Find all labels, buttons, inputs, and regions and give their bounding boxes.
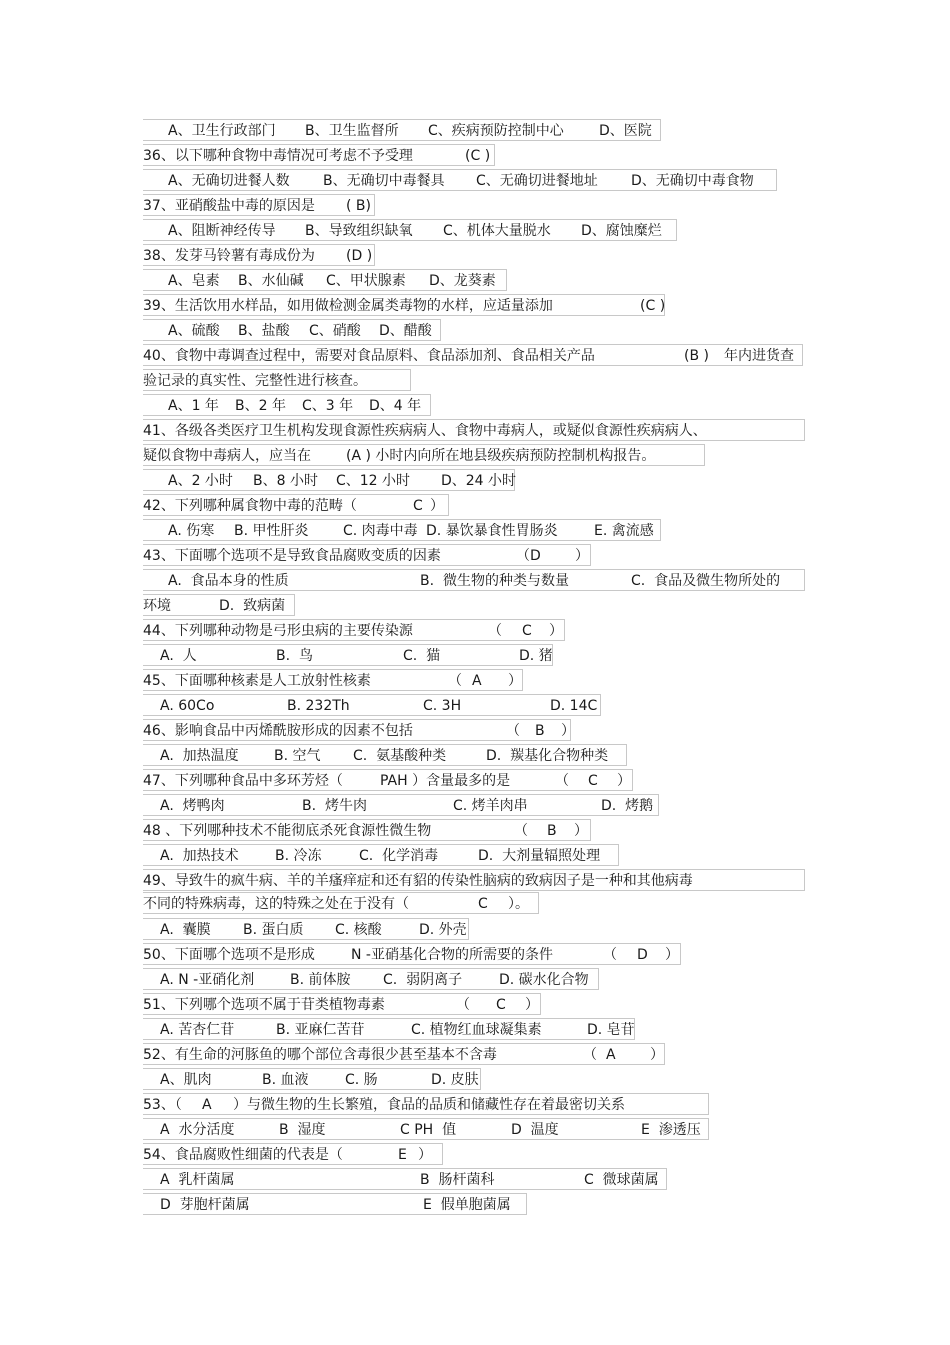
text-segment: A. 食品本身的性质 <box>168 573 289 589</box>
text-segment: D. 皂苷 <box>587 1022 635 1038</box>
text-segment: E. 禽流感 <box>594 523 654 539</box>
text-segment: C、硝酸 <box>309 323 361 339</box>
text-segment: C. 核酸 <box>335 922 382 938</box>
text-line <box>143 1118 709 1140</box>
text-segment: D. 致病菌 <box>219 598 286 614</box>
text-segment: D 芽胞杆菌属 <box>160 1197 250 1213</box>
text-line <box>143 519 661 541</box>
text-segment: ） <box>430 498 444 514</box>
text-segment: D. 14C <box>550 698 598 714</box>
text-segment: A <box>472 673 482 689</box>
text-line <box>143 544 591 566</box>
text-segment: B、盐酸 <box>238 323 290 339</box>
text-line <box>143 669 523 691</box>
text-segment: N -亚硝基化合物的所需要的条件 <box>351 947 553 963</box>
text-segment: A. 囊膜 <box>160 922 211 938</box>
text-segment: ） <box>574 823 588 839</box>
text-segment: C. 化学消毒 <box>359 848 439 864</box>
text-segment: 49、导致牛的疯牛病、羊的羊瘙痒症和还有貂的传染性脑病的致病因子是一种和其他病毒 <box>143 873 693 889</box>
text-segment: 年内进货查 <box>724 348 794 364</box>
text-segment: （ <box>555 773 569 789</box>
text-segment: D. 暴饮暴食性胃肠炎 <box>426 523 558 539</box>
text-segment: C、无确切进餐地址 <box>476 173 598 189</box>
text-segment: A. 伤寒 <box>168 523 215 539</box>
text-segment: D、4 年 <box>369 398 422 414</box>
text-segment: A、硫酸 <box>168 323 220 339</box>
text-line <box>143 1018 635 1040</box>
text-segment: D、无确切中毒食物 <box>631 173 754 189</box>
text-segment: B. 冷冻 <box>275 848 322 864</box>
text-segment: C. 食品及微生物所处的 <box>631 573 781 589</box>
text-line <box>143 819 591 841</box>
text-segment: (A ) 小时内向所在地县级疾病预防控制机构报告。 <box>346 448 656 464</box>
text-segment: B. 232Th <box>287 698 350 714</box>
text-line <box>143 1168 667 1190</box>
text-segment: C、12 小时 <box>336 473 411 489</box>
text-segment: A、1 年 <box>168 398 219 414</box>
text-segment: B. 血液 <box>262 1072 309 1088</box>
text-segment: 46、影响食品中丙烯酰胺形成的因素不包括 <box>143 723 413 739</box>
text-segment: A、肌肉 <box>160 1072 212 1088</box>
text-segment: D、醋酸 <box>379 323 432 339</box>
text-segment: A. 加热技术 <box>160 848 239 864</box>
text-segment: D. 烤鹅 <box>601 798 654 814</box>
text-segment: D、24 小时 <box>441 473 517 489</box>
text-segment: 45、下面哪种核素是人工放射性核素 <box>143 673 371 689</box>
text-segment: C. 猫 <box>403 648 441 664</box>
text-segment: （ <box>516 548 530 564</box>
text-segment: B <box>535 723 545 739</box>
text-segment: A <box>606 1047 616 1063</box>
text-line <box>143 319 441 341</box>
text-line <box>143 1043 665 1065</box>
text-segment: 验记录的真实性、完整性进行核查。 <box>143 373 367 389</box>
text-segment: 39、生活饮用水样品，如用做检测金属类毒物的水样，应适量添加 <box>143 298 553 314</box>
text-line <box>143 119 661 141</box>
text-line <box>143 918 469 940</box>
text-segment: C、疾病预防控制中心 <box>428 123 564 139</box>
text-segment: （ <box>514 823 528 839</box>
text-line <box>143 244 375 266</box>
text-segment: 42、下列哪种属食物中毒的范畴（ <box>143 498 357 514</box>
text-segment: B <box>547 823 557 839</box>
text-segment: A. 人 <box>160 648 197 664</box>
text-segment: B. 鸟 <box>276 648 313 664</box>
text-segment: C. 弱阴离子 <box>383 972 463 988</box>
text-segment: D、龙葵素 <box>429 273 496 289</box>
text-segment: (D ) <box>346 248 373 264</box>
text-line <box>143 369 411 391</box>
text-line <box>143 344 803 366</box>
text-line <box>143 968 599 990</box>
text-segment: A、2 小时 <box>168 473 233 489</box>
text-segment: C. 烤羊肉串 <box>453 798 528 814</box>
text-segment: D. 皮肤 <box>431 1072 479 1088</box>
text-line <box>143 993 541 1015</box>
text-segment: A. N -亚硝化剂 <box>160 972 255 988</box>
text-segment: A、无确切进餐人数 <box>168 173 290 189</box>
text-line <box>143 269 507 291</box>
text-segment: C、甲状腺素 <box>326 273 406 289</box>
text-segment: D. 羰基化合物种类 <box>486 748 609 764</box>
text-segment: ） <box>508 673 522 689</box>
text-segment: E 假单胞菌属 <box>423 1197 511 1213</box>
text-segment: (B ) <box>684 348 709 364</box>
text-segment: ） <box>617 773 631 789</box>
text-segment: C. 肠 <box>345 1072 378 1088</box>
text-segment: C. 3H <box>423 698 462 714</box>
text-segment: ） <box>549 623 563 639</box>
text-segment: C <box>478 896 488 912</box>
text-line <box>143 1068 481 1090</box>
text-segment: A、皂素 <box>168 273 220 289</box>
text-line <box>143 169 777 191</box>
text-segment: B. 前体胺 <box>290 972 351 988</box>
text-segment: B、2 年 <box>235 398 286 414</box>
text-segment: C. 植物红血球凝集素 <box>411 1022 542 1038</box>
text-segment: C <box>413 498 423 514</box>
text-segment: C、机体大量脱水 <box>443 223 551 239</box>
text-segment: ）与微生物的生长繁殖，食品的品质和储藏性存在着最密切关系 <box>233 1097 625 1113</box>
text-segment: 44、下列哪种动物是弓形虫病的主要传染源 <box>143 623 413 639</box>
text-segment: ） <box>575 548 589 564</box>
text-segment: B. 烤牛肉 <box>302 798 367 814</box>
text-segment: A. 苦杏仁苷 <box>160 1022 235 1038</box>
text-segment: D <box>637 947 648 963</box>
text-line <box>143 444 705 466</box>
text-line <box>143 144 495 166</box>
text-segment: D. 碳水化合物 <box>499 972 589 988</box>
text-line <box>143 619 565 641</box>
text-line <box>143 694 601 716</box>
text-segment: D、腐蚀糜烂 <box>581 223 662 239</box>
text-segment: B、导致组织缺氧 <box>305 223 413 239</box>
text-segment: （ <box>488 623 502 639</box>
text-segment: 41、各级各类医疗卫生机构发现食源性疾病病人、食物中毒病人，或疑似食源性疾病病人、 <box>143 423 707 439</box>
text-line <box>143 644 553 666</box>
text-line <box>143 194 375 216</box>
text-line <box>143 844 619 866</box>
text-segment: ） <box>418 1147 432 1163</box>
text-segment: D、医院 <box>599 123 652 139</box>
text-segment: C PH 值 <box>400 1122 457 1138</box>
text-segment: D. 外壳 <box>419 922 467 938</box>
text-segment: C、3 年 <box>302 398 354 414</box>
text-segment: B 湿度 <box>279 1122 326 1138</box>
text-line <box>143 1093 709 1115</box>
text-segment: 40、食物中毒调查过程中，需要对食品原料、食品添加剂、食品相关产品 <box>143 348 595 364</box>
text-line <box>143 294 665 316</box>
text-segment: A. 加热温度 <box>160 748 239 764</box>
text-segment: E <box>398 1147 407 1163</box>
text-segment: ） <box>561 723 575 739</box>
text-segment: B、卫生监督所 <box>305 123 399 139</box>
text-segment: B. 亚麻仁苦苷 <box>276 1022 365 1038</box>
text-segment: ）。 <box>508 896 529 912</box>
text-segment: C <box>522 623 532 639</box>
text-segment: B. 蛋白质 <box>243 922 304 938</box>
text-line <box>143 469 515 491</box>
text-line <box>143 594 295 616</box>
text-segment: ） <box>525 997 539 1013</box>
text-line <box>143 219 677 241</box>
text-segment: B、8 小时 <box>253 473 318 489</box>
text-segment: ( B) <box>346 198 371 214</box>
text-segment: B、水仙碱 <box>238 273 304 289</box>
text-segment: 环境 <box>143 598 171 614</box>
text-line <box>143 794 659 816</box>
text-segment: B. 微生物的种类与数量 <box>420 573 569 589</box>
text-segment: 47、下列哪种食品中多环芳烃（ <box>143 773 343 789</box>
text-segment: D. 猪 <box>519 648 553 664</box>
text-segment: 36、以下哪种食物中毒情况可考虑不予受理 <box>143 148 413 164</box>
text-segment: 52、有生命的河豚鱼的哪个部位含毒很少甚至基本不含毒 <box>143 1047 497 1063</box>
text-segment: D 温度 <box>511 1122 559 1138</box>
text-segment: 38、发芽马铃薯有毒成份为 <box>143 248 315 264</box>
text-segment: （ <box>583 1047 597 1063</box>
text-segment: 53、（ <box>143 1097 182 1113</box>
text-line <box>143 892 539 914</box>
text-segment: 50、下面哪个选项不是形成 <box>143 947 315 963</box>
text-segment: (C ) <box>640 298 666 314</box>
text-segment: PAH ）含量最多的是 <box>380 773 511 789</box>
text-line <box>143 394 431 416</box>
text-segment: 54、食品腐败性细菌的代表是（ <box>143 1147 343 1163</box>
text-segment: C 微球菌属 <box>584 1172 659 1188</box>
text-line <box>143 419 805 441</box>
text-segment: 43、下面哪个选项不是导致食品腐败变质的因素 <box>143 548 441 564</box>
text-segment: C. 肉毒中毒 <box>343 523 418 539</box>
text-segment: A 乳杆菌属 <box>160 1172 235 1188</box>
text-segment: （ <box>456 997 470 1013</box>
text-segment: B. 空气 <box>274 748 321 764</box>
text-segment: C <box>588 773 598 789</box>
text-line <box>143 1143 443 1165</box>
text-segment: B. 甲性肝炎 <box>234 523 309 539</box>
text-line <box>143 744 627 766</box>
text-segment: （ <box>603 947 617 963</box>
text-line <box>143 569 805 591</box>
text-segment: B 肠杆菌科 <box>420 1172 495 1188</box>
text-segment: ） <box>650 1047 664 1063</box>
text-line <box>143 719 575 741</box>
text-segment: 不同的特殊病毒，这的特殊之处在于没有（ <box>143 896 409 912</box>
text-segment: (C ) <box>465 148 491 164</box>
text-segment: C. 氨基酸种类 <box>353 748 447 764</box>
text-segment: A、卫生行政部门 <box>168 123 276 139</box>
text-line <box>143 769 633 791</box>
text-segment: B、无确切中毒餐具 <box>323 173 445 189</box>
text-segment: ） <box>665 947 679 963</box>
text-segment: D <box>530 548 541 564</box>
text-segment: A <box>202 1097 212 1113</box>
text-segment: D. 大剂量辐照处理 <box>478 848 601 864</box>
text-line <box>143 494 449 516</box>
text-segment: A. 60Co <box>160 698 215 714</box>
text-line <box>143 1193 527 1215</box>
text-segment: 48 、下列哪种技术不能彻底杀死食源性微生物 <box>143 823 432 839</box>
text-line <box>143 869 805 891</box>
text-segment: （ <box>448 673 462 689</box>
text-segment: 51、下列哪个选项不属于苷类植物毒素 <box>143 997 385 1013</box>
text-segment: A、阻断神经传导 <box>168 223 276 239</box>
text-segment: （ <box>506 723 520 739</box>
text-segment: A 水分活度 <box>160 1122 235 1138</box>
text-segment: C <box>496 997 506 1013</box>
text-segment: 37、亚硝酸盐中毒的原因是 <box>143 198 315 214</box>
text-segment: 疑似食物中毒病人，应当在 <box>143 448 311 464</box>
text-segment: A. 烤鸭肉 <box>160 798 225 814</box>
text-line <box>143 943 681 965</box>
text-segment: E 渗透压 <box>641 1122 701 1138</box>
